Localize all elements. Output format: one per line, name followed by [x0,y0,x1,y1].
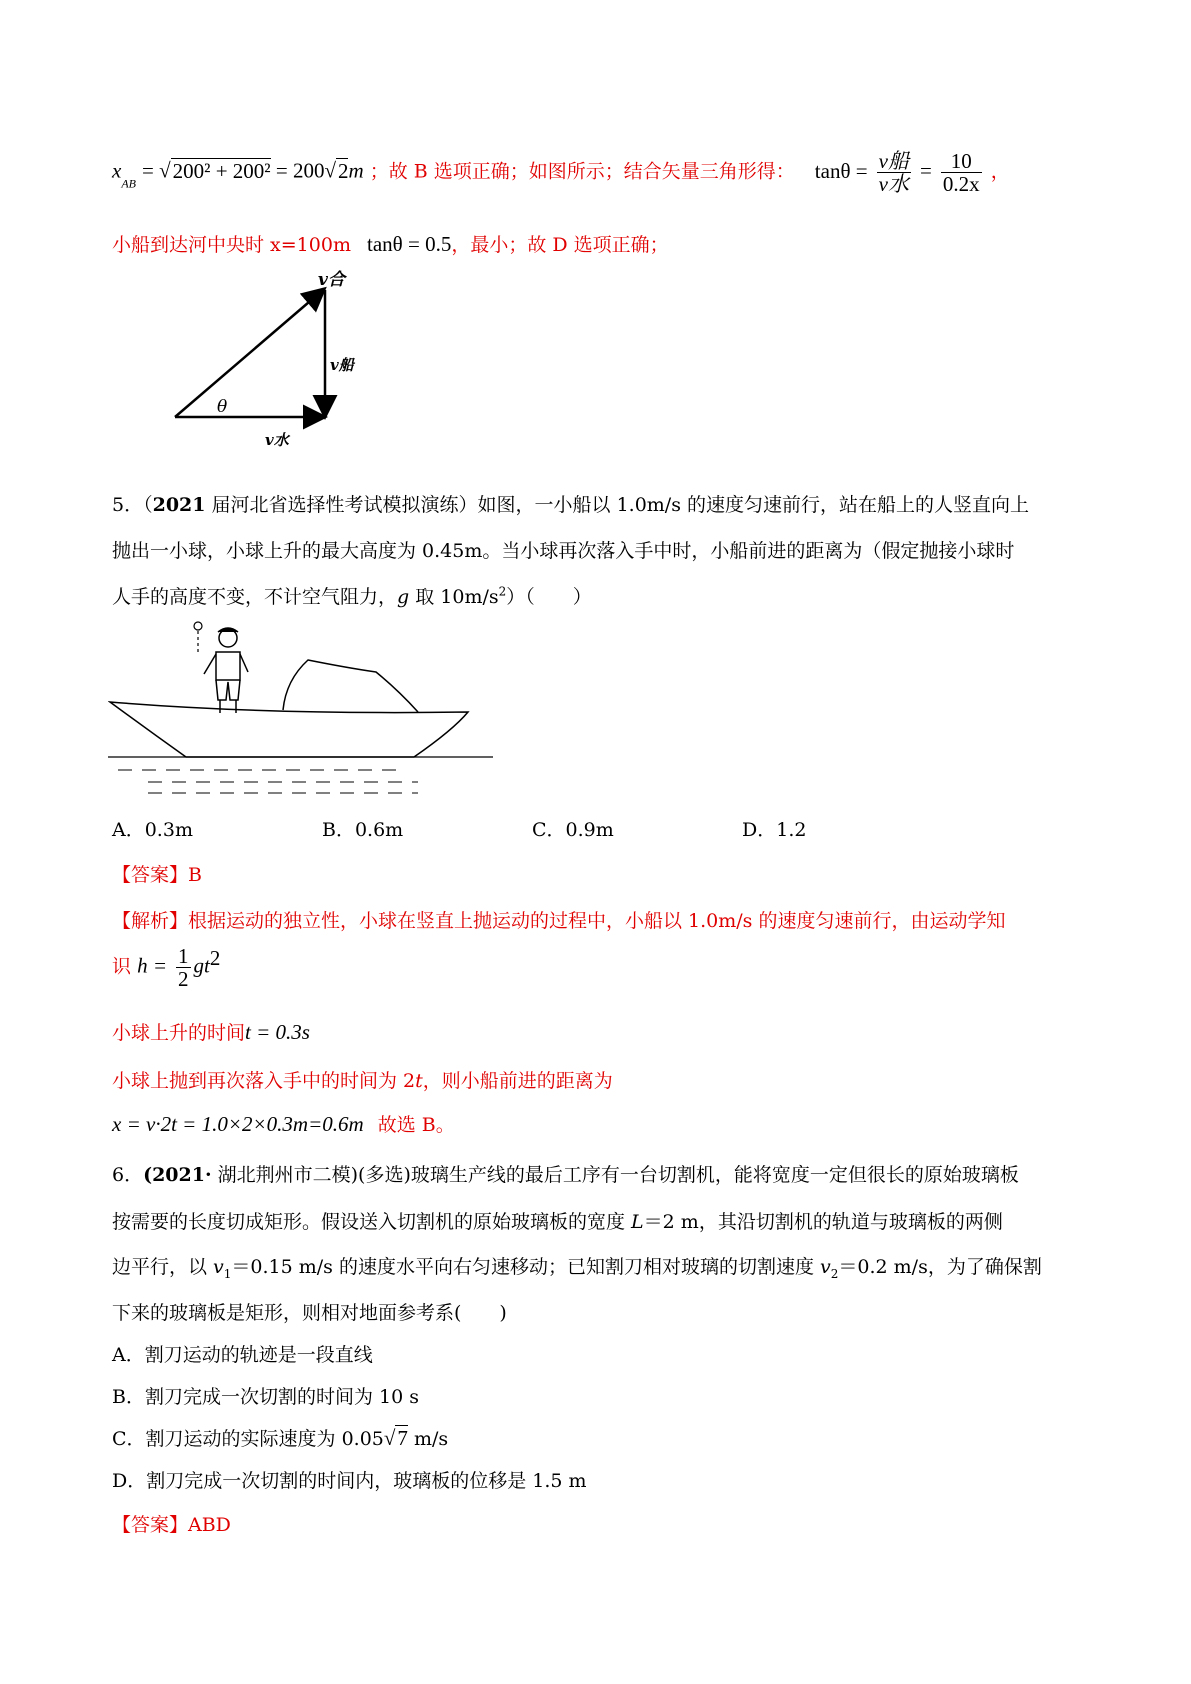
q5-g: g [397,586,410,608]
q6-line-4: 下来的玻璃板是矩形，则相对地面参考系( ) [112,1302,507,1324]
q6-v2-sub: 2 [830,1266,839,1281]
eq-x: x [112,158,122,183]
q6-text-3b: ＝0.15 m/s 的速度水平向右匀速移动；已知割刀相对玻璃的切割速度 [231,1256,821,1278]
q6-text-2a: 按需要的长度切成矩形。假设送入切割机的原始玻璃板的宽度 [112,1211,632,1233]
q5-final-line [112,1110,455,1137]
q5-line-3 [112,582,592,609]
cabin-shape [283,660,418,712]
frac-numeric [941,150,982,195]
q5-final-eq: x = v·2t = 1.0×2×0.3m=0.6m [112,1112,364,1136]
frac-numeric-den: 0.2x [942,172,980,196]
q5-text-3c: ）（ ） [506,586,592,608]
q5-analysis-1: 【解析】根据运动的独立性，小球在竖直上抛运动的过程中，小船以 1.0m/s 的速度匀速前行，由运动学知 [112,910,1006,932]
q5-text-1: 届河北省选择性考试模拟演练）如图，一小船以 1.0m/s 的速度匀速前行，站在船上的人竖直向上 [205,494,1029,516]
label-v-resultant: v合 [318,270,345,290]
vector-triangle-figure [160,270,380,455]
q6-line-2 [112,1207,1003,1234]
q5-option-d: D．1.2 [742,819,807,841]
q5-2t-line [112,1066,613,1093]
q5-analysis-2 [112,945,220,990]
q6-answer: 【答案】ABD [112,1514,231,1536]
q6-v2: v [820,1256,831,1278]
q6-text-3c: ＝0.2 m/s，为了确保割 [838,1256,1042,1278]
frac-velocity [877,150,911,195]
eq-h: h = [137,953,167,978]
solution-text-2a: 小船到达河中央时 x=100m [112,234,351,256]
solution-line-1: $x_{AB} = √200^2 + 200^2 = 200√2m$ ；故 B 选项正确；如图所示；结合矢量三角形得： tanθ = $\frac{\text{v船}}{\text{v水}}$ = $\frac{10}{0.2x}$ ， [112,149,1010,196]
q5-option-c: C．0.9m [532,819,614,841]
q5-source-year: 2021 [152,494,206,516]
q5-text-3a: 人手的高度不变，不计空气阻力， [112,586,398,608]
q5-text-3b: 取 10m/s [409,586,499,608]
person-icon [204,628,248,713]
eq-h-sup: 2 [209,946,221,971]
label-v-water: v水 [265,431,289,449]
eq-result-radicand: 2 [337,158,349,183]
frac-velocity-num: v船 [878,149,909,173]
eq-radicand: 200² + 200² [172,158,271,183]
eq-equals: = [142,158,160,183]
eq-x-sub: AB [121,176,136,191]
q6-option-c-text: C．割刀运动的实际速度为 0.05 [112,1428,384,1450]
boat-hull [110,702,468,757]
frac-numeric-num: 10 [941,150,982,173]
q5-time-text: 小球上升的时间 [112,1022,246,1044]
frac-velocity-den: v水 [878,172,909,196]
q6-text-2b: ＝2 m，其沿切割机的轨道与玻璃板的两侧 [643,1211,1003,1233]
q6-v1: v [213,1256,224,1278]
q5-answer: 【答案】B [112,864,202,886]
label-v-boat: v船 [330,356,354,374]
q6-number: 6． [112,1164,144,1186]
q5-time-eq: t = 0.3s [245,1020,310,1044]
q5-sup: 2 [498,584,507,599]
q5-text-2: 抛出一小球，小球上升的最大高度为 0.45m。当小球再次落入手中时，小船前进的距离为（假定抛接小球时 [112,540,1015,562]
q5-time-line [112,1018,310,1045]
q6-v1-sub: 1 [223,1266,232,1281]
q6-source: (2021· [143,1164,212,1186]
q5-2t-t: t [415,1070,423,1092]
q5-analysis-2-text: 识 [112,955,132,978]
frac-half-den: 2 [178,967,189,991]
q6-text-1: 湖北荆州市二模)(多选)玻璃生产线的最后工序有一台切割机，能将宽度一定但很长的原始玻璃板 [211,1164,1019,1186]
ball-icon [194,622,202,630]
tan-value: tanθ = 0.5 [367,232,452,256]
q5-option-b: B．0.6m [322,819,404,841]
q6-option-b: B．割刀完成一次切割的时间为 10 s [112,1386,419,1408]
eq-h-rest: gt [193,953,210,978]
eq-result: = 200 [270,158,325,183]
q6-L: L [631,1211,644,1233]
label-theta: θ [217,397,228,417]
q6-option-c-radicand: 7 [397,1426,408,1450]
solution-text-2b: ，最小；故 D 选项正确； [451,234,669,256]
q6-line-1 [112,1160,1019,1187]
q6-option-c: C．割刀运动的实际速度为 0.05√7 m/s [112,1426,449,1450]
frac-half-num: 1 [178,944,189,968]
tan-lhs: tanθ = [814,158,868,183]
resultant-vector [175,290,323,417]
eq-result-unit: m [348,158,364,183]
comma: ， [990,160,1010,183]
frac-half [176,945,191,990]
solution-line-2 [112,230,669,257]
q6-option-a: A．割刀运动的轨迹是一段直线 [112,1344,373,1366]
q6-option-c-unit: m/s [407,1428,449,1450]
q6-line-3 [112,1252,1042,1281]
q5-2t-text: 小球上抛到再次落入手中的时间为 2 [112,1070,416,1092]
q6-option-d: D．割刀完成一次切割的时间内，玻璃板的位移是 1.5 m [112,1470,587,1492]
boat-figure [108,620,498,795]
q6-text-3a: 边平行，以 [112,1256,214,1278]
solution-text-1: ；故 B 选项正确；如图所示；结合矢量三角形得： [369,160,795,183]
q5-number: 5．（ [112,494,153,516]
q5-2t-rest: ，则小船前进的距离为 [422,1070,613,1092]
q5-option-a: A．0.3m [112,819,193,841]
q5-line-2 [112,536,1014,563]
q5-line-1 [112,490,1029,517]
q5-final-text: 故选 B。 [377,1114,455,1136]
